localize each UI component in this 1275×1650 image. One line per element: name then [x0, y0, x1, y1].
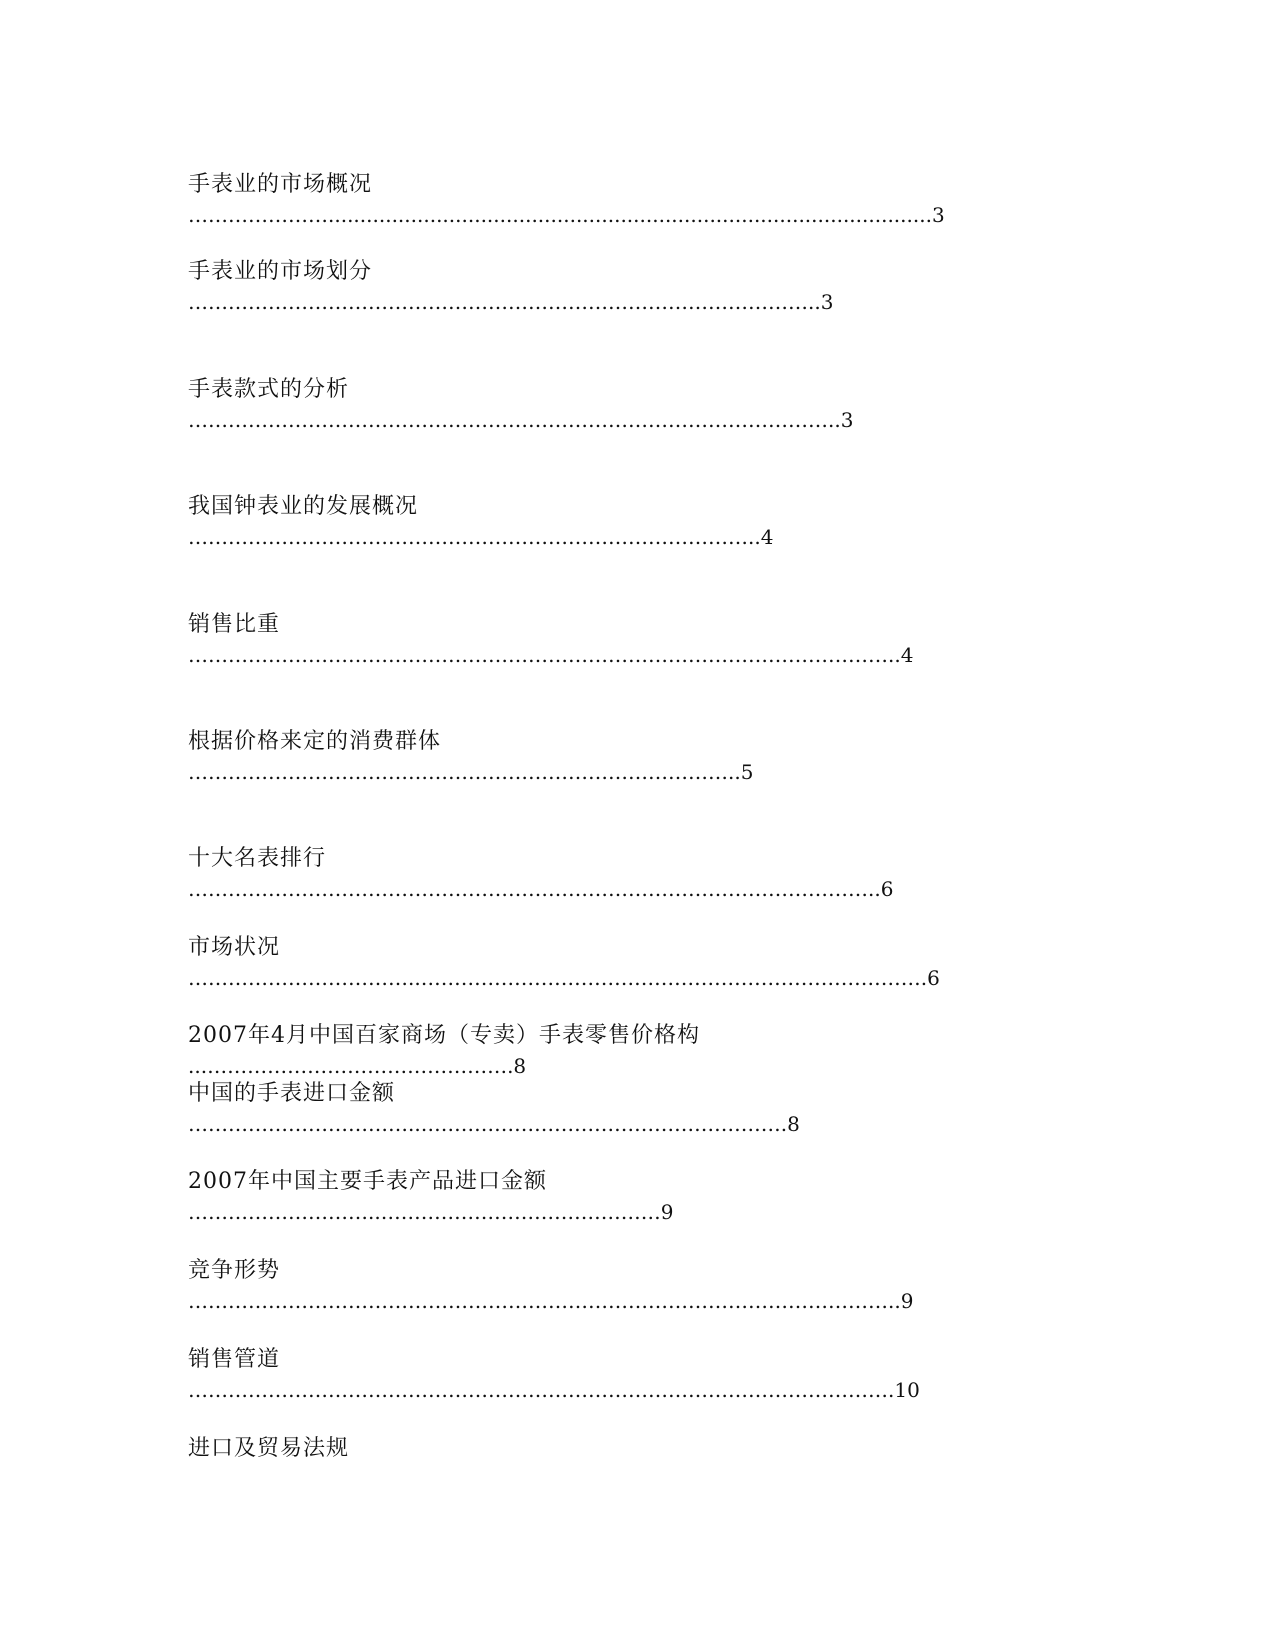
toc-entry-leader: ………………………..……………………………………9	[188, 1202, 674, 1222]
toc-entry-title: 竞争形势	[188, 1258, 281, 1283]
toc-entry-title: 2007年4月中国百家商场（专卖）手表零售价格构	[188, 1023, 700, 1048]
toc-entry-leader: …………………………………………………………………………………..3	[188, 292, 834, 312]
toc-entry-leader: ……………………………………………………………………………………………..4	[188, 645, 914, 665]
toc-entry-title: 根据价格来定的消费群体	[188, 729, 442, 754]
toc-entry-leader: …………………………………………………………………………………………….10	[188, 1380, 920, 1400]
toc-entry-title: 销售管道	[188, 1347, 281, 1372]
toc-entry-title: 手表业的市场划分	[188, 259, 373, 284]
toc-entry-title: 手表款式的分析	[188, 377, 350, 402]
toc-entry-title: 十大名表排行	[188, 846, 327, 871]
toc-entry-title: 进口及贸易法规	[188, 1436, 350, 1461]
toc-entry-title: 中国的手表进口金额	[188, 1081, 396, 1106]
toc-entry-leader: ……………………………..……………………………………………….8	[188, 1114, 800, 1134]
toc-entry-leader: ……………………………..………………………………………………………………….6	[188, 968, 940, 988]
toc-entry-title: 销售比重	[188, 612, 281, 637]
toc-entry-leader: ……………………………………………………………………………………………..9	[188, 1291, 914, 1311]
toc-entry-leader: …………………...............................................................................................3	[188, 205, 945, 225]
toc-entry-title: 手表业的市场概况	[188, 172, 373, 197]
toc-entry-title: 我国钟表业的发展概况	[188, 494, 419, 519]
toc-entry-leader: ...……………………………………….8	[188, 1056, 527, 1076]
toc-entry-leader: …………………………………………………………………………………………..6	[188, 879, 894, 899]
toc-entry-leader: ……………………………………………………………………………………..3	[188, 410, 854, 430]
toc-entry-leader: ………………………………………………………………………..5	[188, 762, 754, 782]
toc-entry-leader: …………………………………………………………………………..4	[188, 527, 774, 547]
toc-entry-title: 市场状况	[188, 935, 281, 960]
toc-entry-title: 2007年中国主要手表产品进口金额	[188, 1169, 547, 1194]
